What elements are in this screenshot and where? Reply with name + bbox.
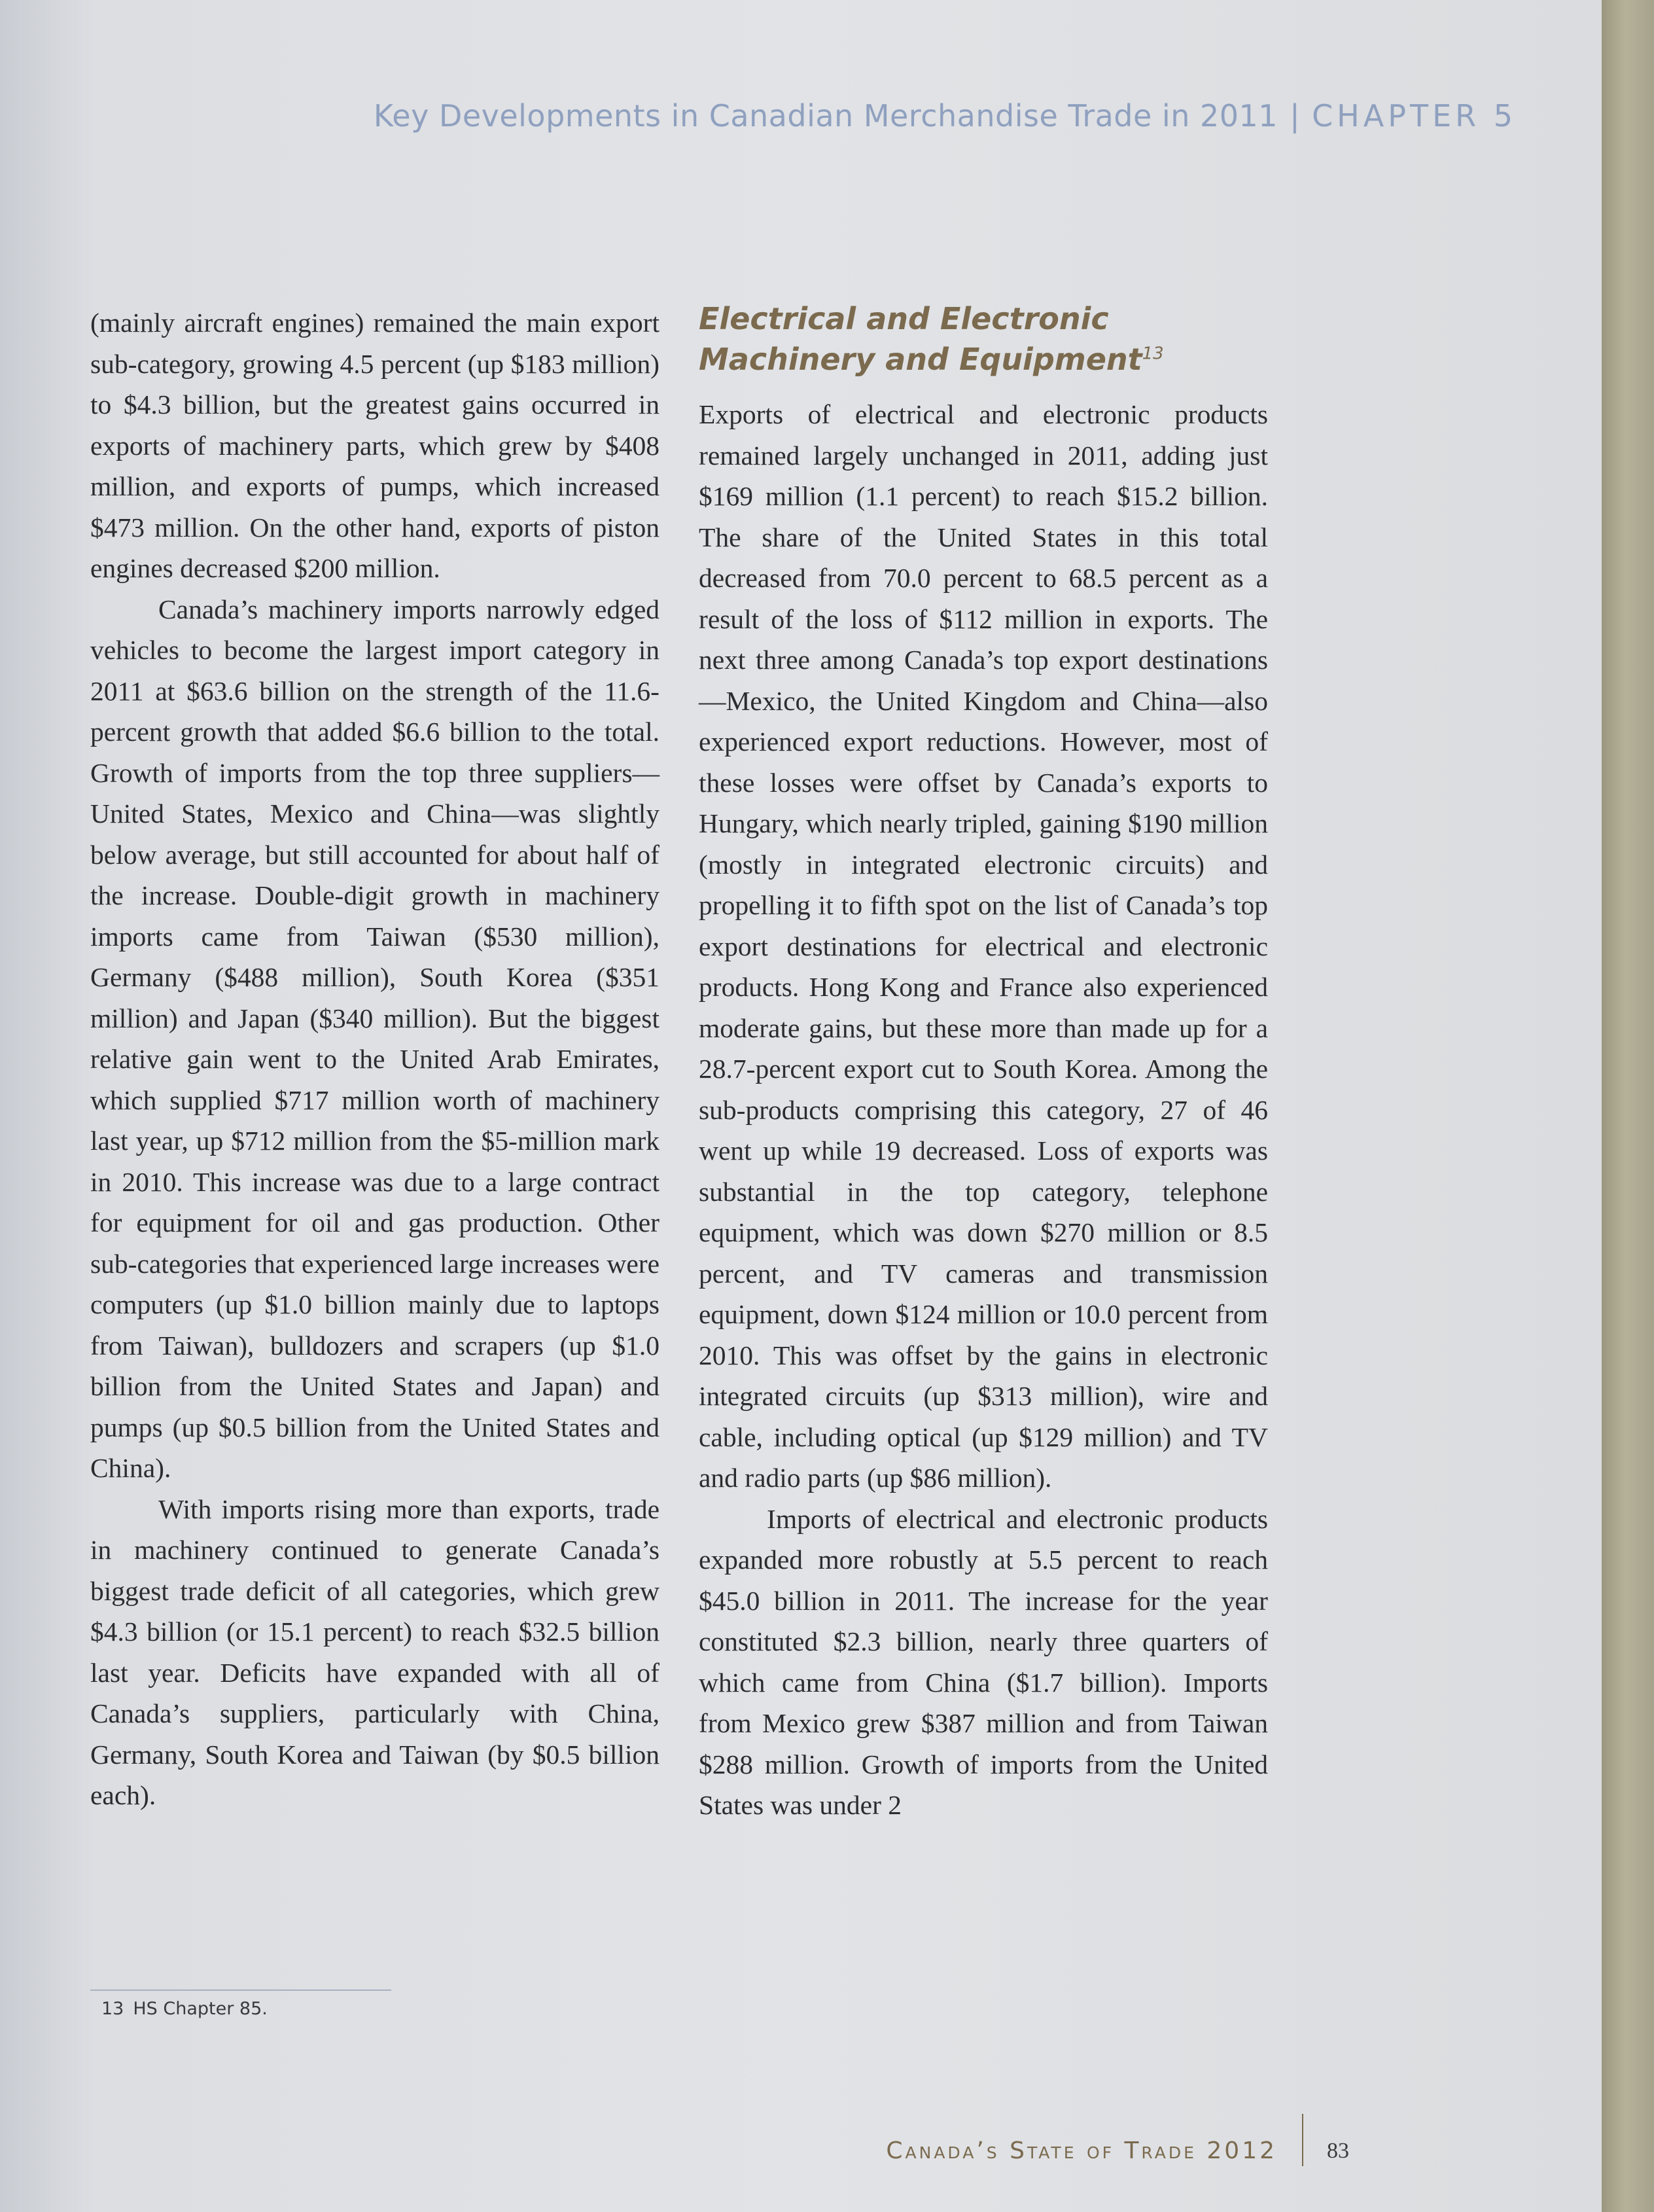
left-paragraph-3: With imports rising more than exports, trade in machinery continued to generate Canada’s biggest trade deficit of all categories, which grew $4.3 billion (or 15.1 percent) to reach $32.5 billion last year. Deficits have expanded with all of Canada’s suppliers, particularly with China, Germany, South Korea and Taiwan (by $0.5 billion each). <box>90 1493 660 1810</box>
running-header-separator: | <box>1290 98 1301 134</box>
running-header-chapter: CHAPTER 5 <box>1312 98 1517 134</box>
running-header-title: Key Developments in Canadian Merchandise Trade in 2011 <box>373 98 1278 134</box>
right-paragraph-1: Exports of electrical and electronic products remained largely unchanged in 2011, adding just $169 million (1.1 percent) to reach $15.2 billion. The share of the United States in this total decreased from 70.0 percent to 68.5 percent as a result of the loss of $112 million in exports. The next three among Canada’s top export destinations—Mexico, the United Kingdom and China—also experienced export reductions. However, most of these losses were offset by Canada’s exports to Hungary, which nearly tripled, gaining $190 million (mostly in integrated electronic circuits) and propelling it to fifth spot on the list of Canada’s top export destinations for electrical and electronic products. Hong Kong and France also experienced moderate gains, but these more than made up for a 28.7-percent export cut to South Korea. Among the sub-products comprising this category, 27 of 46 went up while 19 decreased. Loss of exports was substantial in the top category, telephone equipment, which was down $270 million or 8.5 percent, and TV cameras and transmission equipment, down $124 million or 10.0 percent from 2010. This was offset by the gains in electronic integrated circuits (up $313 million), wire and cable, including optical (up $129 million) and TV and radio parts (up $86 million). <box>699 399 1268 1493</box>
right-column <box>699 394 1268 1826</box>
footer-publication-title: Canada’s State of Trade 2012 <box>886 2137 1277 2164</box>
left-paragraph-1: (mainly aircraft engines) remained the main export sub-category, growing 4.5 percent (up $183 million) to $4.3 billion, but the greatest gains occurred in exports of machinery parts, which grew by $408 million, and exports of pumps, which increased $473 million. On the other hand, exports of piston engines decreased $200 million. <box>90 308 660 583</box>
footer-divider <box>1302 2114 1303 2166</box>
section-heading-footnote-ref[interactable]: 13 <box>1142 344 1164 364</box>
page-edge <box>1602 0 1654 2212</box>
section-heading <box>699 298 1288 380</box>
footnote-rule <box>90 1989 391 1991</box>
footnote-number: 13 <box>101 1999 124 2019</box>
page-number: 83 <box>1327 2139 1349 2163</box>
footnote-text: HS Chapter 85. <box>133 1999 268 2019</box>
left-column <box>90 302 660 1816</box>
right-paragraph-2: Imports of electrical and electronic products expanded more robustly at 5.5 percent to reach $45.0 billion in 2011. The increase for the year constituted $2.3 billion, nearly three quarters of which came from China ($1.7 billion). Imports from Mexico grew $387 million and from Taiwan $288 million. Growth of imports from the United States was under 2 <box>699 1503 1268 1820</box>
footnote <box>101 1999 268 2019</box>
section-heading-text: Electrical and Electronic Machinery and Equipment <box>699 301 1142 377</box>
running-header <box>374 98 1517 134</box>
left-paragraph-2: Canada’s machinery imports narrowly edged vehicles to become the largest import category in 2011 at $63.6 billion on the strength of the 11.6-percent growth that added $6.6 billion to the total. Growth of imports from the top three suppliers—United States, Mexico and China—was slightly below average, but still accounted for about half of the increase. Double-digit growth in machinery imports came from Taiwan ($530 million), Germany ($488 million), South Korea ($351 million) and Japan ($340 million). But the biggest relative gain went to the United Arab Emirates, which supplied $717 million worth of machinery last year, up $712 million from the $5-million mark in 2010. This increase was due to a large contract for equipment for oil and gas production. Other sub-categories that experienced large increases were computers (up $1.0 billion mainly due to laptops from Taiwan), bulldozers and scrapers (up $1.0 billion from the United States and Japan) and pumps (up $0.5 billion from the United States and China). <box>90 594 660 1483</box>
